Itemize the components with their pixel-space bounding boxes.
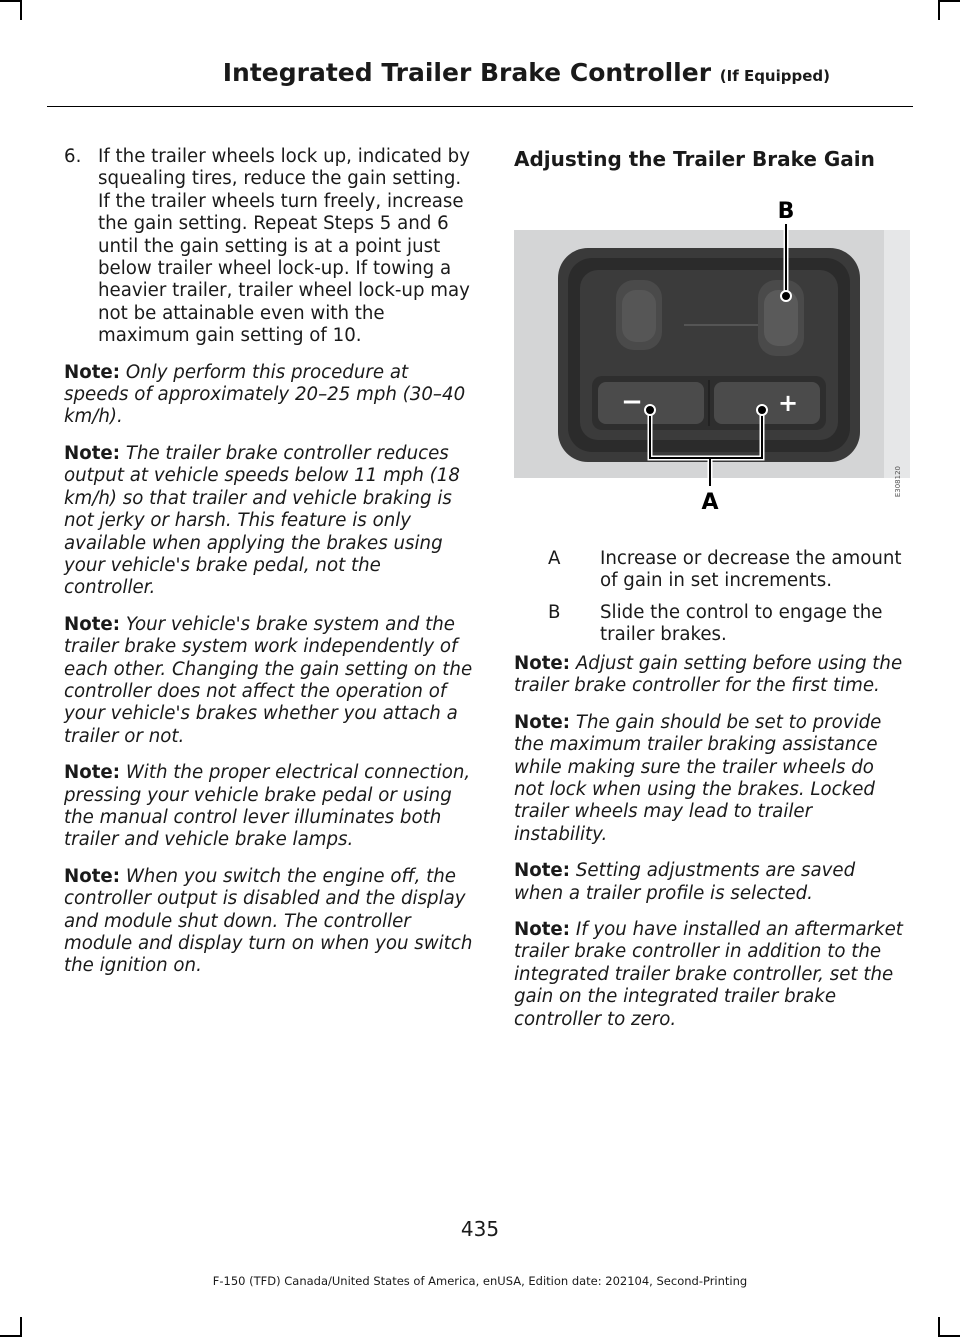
note-text: With the proper electrical connection, pressing your vehicle brake pedal or using the manual control lever illuminates both trailer and vehicle brake lamps.	[64, 762, 471, 851]
crop-mark	[20, 0, 22, 20]
callout-a-dot-plus	[757, 405, 767, 415]
controller-svg	[514, 196, 910, 522]
note-label: Note:	[514, 860, 571, 882]
note-text: Your vehicle's brake system and the trailer brake system work independently of each other. Changing the gain setting on the controller does not affect the operation of your vehicle's brakes whether you attach a trailer or not.	[64, 613, 473, 747]
legend-text: Increase or decrease the amount of gain in set increments.	[600, 548, 902, 592]
page-number: 435	[460, 1217, 500, 1241]
note-text: Setting adjustments are saved when a trailer profile is selected.	[514, 860, 856, 904]
crop-mark	[938, 0, 940, 20]
gain-plus-button	[714, 382, 820, 424]
page-title-subtitle: (If Equipped)	[719, 67, 830, 85]
callout-b-label: B	[777, 199, 795, 224]
note	[64, 762, 476, 852]
note-text: Only perform this procedure at speeds of approximately 20–25 mph (30–40 km/h).	[64, 361, 466, 428]
right-notes	[514, 653, 908, 1045]
footer-edition-info: F-150 (TFD) Canada/United States of America, enUSA, Edition date: 202104, Second-Printing	[212, 1274, 748, 1288]
note-label: Note:	[64, 613, 121, 635]
step-number: 6.	[64, 146, 82, 167]
procedure-step	[64, 146, 476, 348]
note-label: Note:	[514, 711, 571, 733]
crop-mark	[938, 1317, 940, 1337]
legend-key: A	[548, 548, 561, 569]
page-title-main: Integrated Trailer Brake Controller	[222, 58, 712, 87]
header-divider	[47, 106, 913, 107]
note	[514, 653, 908, 698]
callout-a-dot-minus	[645, 405, 655, 415]
minus-icon: −	[621, 387, 643, 417]
crop-mark	[940, 0, 960, 2]
note	[514, 919, 908, 1031]
note-label: Note:	[64, 442, 121, 464]
page-title	[223, 58, 830, 87]
note-label: Note:	[64, 762, 121, 784]
step-text: If the trailer wheels lock up, indicated by squealing tires, reduce the gain setting. If the trailer wheels turn freely, increase the gain setting. Repeat Steps 5 and 6 until the gain setting is at a point just below trailer wheel lock-up. If towing a heavier trailer, trailer wheel lock-up may not be attainable even with the maximum gain setting of 10.	[98, 146, 470, 347]
note-text: Adjust gain setting before using the trailer brake controller for the first time.	[514, 653, 903, 697]
crop-mark	[20, 1317, 22, 1337]
note-text: The trailer brake controller reduces output at vehicle speeds below 11 mph (18 km/h) so that trailer and vehicle braking is not jerky or harsh. This feature is only available when applying the brakes using your vehicle's brake pedal, not the controller.	[64, 442, 460, 599]
button-divider	[708, 380, 710, 426]
callout-b-dot	[781, 291, 791, 301]
legend-row	[514, 602, 908, 647]
callout-legend	[514, 548, 908, 656]
note-label: Note:	[514, 653, 571, 674]
controller-illustration	[514, 196, 910, 522]
note	[64, 362, 476, 429]
note-text: If you have installed an aftermarket trailer brake controller in addition to the integrated trailer brake controller, set the gain on the integrated trailer brake controller to zero.	[514, 919, 903, 1030]
note-label: Note:	[64, 865, 121, 887]
note	[64, 443, 476, 600]
note	[64, 614, 476, 748]
note-label: Note:	[64, 361, 121, 383]
crop-mark	[0, 0, 20, 2]
plus-icon: +	[777, 389, 799, 417]
callout-a-label: A	[701, 490, 719, 515]
note-text: When you switch the engine off, the controller output is disabled and the display and module shut down. The controller module and display turn on when you switch the ignition on.	[64, 865, 473, 977]
trim-panel-edge	[884, 230, 910, 478]
face-groove	[684, 324, 764, 326]
left-column	[64, 146, 476, 992]
note	[64, 866, 476, 978]
left-knob-top	[622, 290, 656, 342]
note-label: Note:	[514, 919, 571, 941]
note	[514, 860, 908, 905]
figure-code: E308120	[894, 466, 902, 498]
legend-row	[514, 548, 908, 593]
legend-text: Slide the control to engage the trailer brakes.	[600, 601, 883, 646]
right-column	[514, 146, 908, 172]
note-text: The gain should be set to provide the maximum trailer braking assistance while making sure the trailer wheels do not lock when using the brakes. Locked trailer wheels may lead to trailer instability.	[514, 711, 882, 845]
section-heading: Adjusting the Trailer Brake Gain	[514, 147, 875, 171]
note	[514, 712, 908, 846]
legend-key: B	[548, 601, 561, 623]
